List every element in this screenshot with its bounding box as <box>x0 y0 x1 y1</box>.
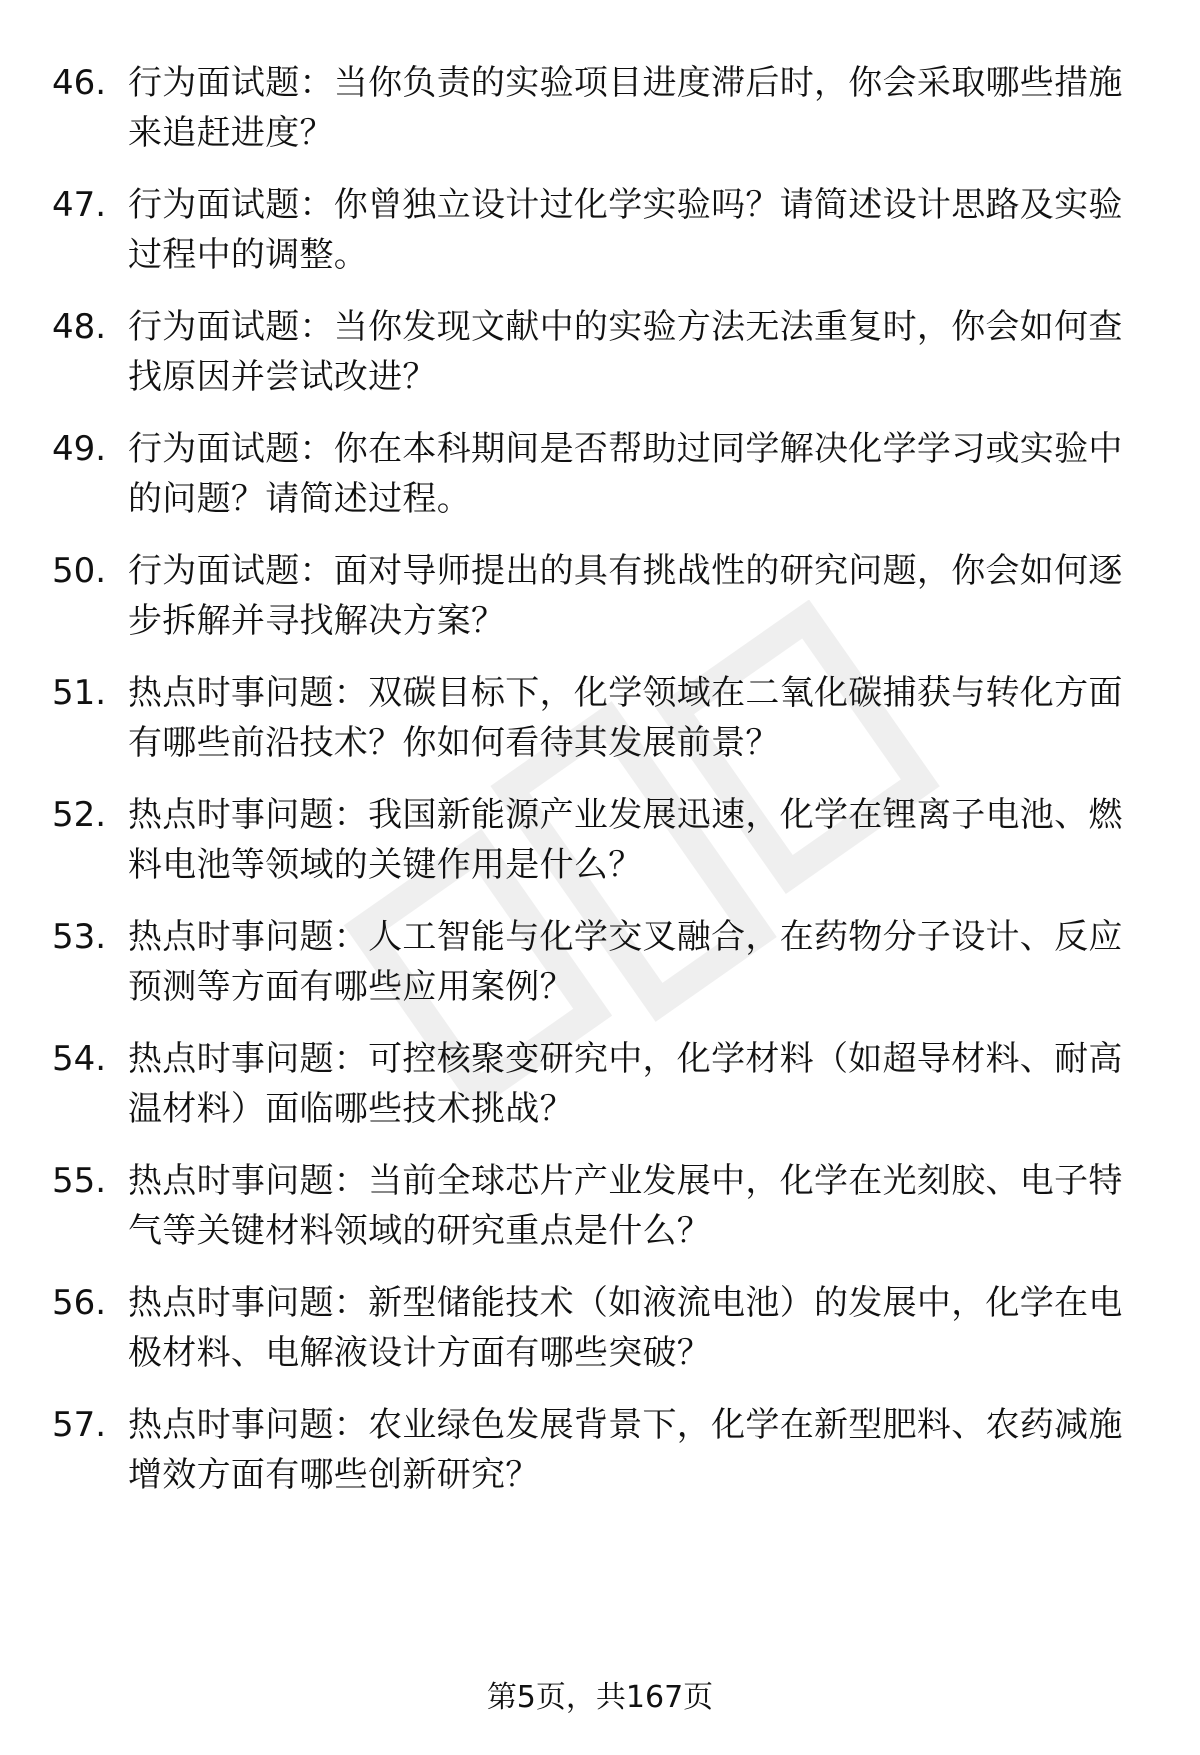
question-number: 53. <box>52 917 107 957</box>
question-text: 热点时事问题：农业绿色发展背景下，化学在新型肥料、农药减施增效方面有哪些创新研究？ <box>128 1405 1123 1495</box>
question-number: 51. <box>52 673 107 713</box>
page-footer: 第5页，共167页 <box>486 1680 714 1715</box>
question-text: 热点时事问题：可控核聚变研究中，化学材料（如超导材料、耐高温材料）面临哪些技术挑战？ <box>128 1039 1123 1129</box>
question-item <box>52 424 1142 546</box>
question-text: 热点时事问题：双碳目标下，化学领域在二氧化碳捕获与转化方面有哪些前沿技术？你如何看待其发展前景？ <box>128 673 1123 763</box>
question-text: 热点时事问题：人工智能与化学交叉融合，在药物分子设计、反应预测等方面有哪些应用案例？ <box>128 917 1123 1007</box>
question-text: 行为面试题：当你发现文献中的实验方法无法重复时，你会如何查找原因并尝试改进？ <box>128 307 1123 397</box>
question-text: 行为面试题：当你负责的实验项目进度滞后时，你会采取哪些措施来追赶进度？ <box>128 63 1123 153</box>
question-text: 行为面试题：你曾独立设计过化学实验吗？请简述设计思路及实验过程中的调整。 <box>128 185 1123 275</box>
question-item <box>52 1278 1142 1400</box>
question-text: 热点时事问题：当前全球芯片产业发展中，化学在光刻胶、电子特气等关键材料领域的研究重点是什么？ <box>128 1161 1123 1251</box>
question-number: 46. <box>52 63 107 103</box>
question-number: 54. <box>52 1039 107 1079</box>
question-item <box>52 790 1142 912</box>
question-item <box>52 302 1142 424</box>
question-text: 热点时事问题：新型储能技术（如液流电池）的发展中，化学在电极材料、电解液设计方面有哪些突破？ <box>128 1283 1123 1373</box>
question-item <box>52 546 1142 668</box>
question-number: 57. <box>52 1405 107 1445</box>
question-item <box>52 1156 1142 1278</box>
question-number: 56. <box>52 1283 107 1323</box>
question-list <box>52 58 1142 1522</box>
question-item <box>52 668 1142 790</box>
question-item <box>52 180 1142 302</box>
question-item <box>52 1034 1142 1156</box>
question-number: 50. <box>52 551 107 591</box>
question-text: 行为面试题：你在本科期间是否帮助过同学解决化学学习或实验中的问题？请简述过程。 <box>128 429 1123 519</box>
question-item <box>52 1400 1142 1522</box>
question-number: 55. <box>52 1161 107 1201</box>
question-number: 49. <box>52 429 107 469</box>
question-item <box>52 912 1142 1034</box>
question-text: 行为面试题：面对导师提出的具有挑战性的研究问题，你会如何逐步拆解并寻找解决方案？ <box>128 551 1123 641</box>
question-number: 47. <box>52 185 107 225</box>
question-number: 52. <box>52 795 107 835</box>
question-item <box>52 58 1142 180</box>
question-number: 48. <box>52 307 107 347</box>
question-text: 热点时事问题：我国新能源产业发展迅速，化学在锂离子电池、燃料电池等领域的关键作用是什么？ <box>128 795 1123 885</box>
